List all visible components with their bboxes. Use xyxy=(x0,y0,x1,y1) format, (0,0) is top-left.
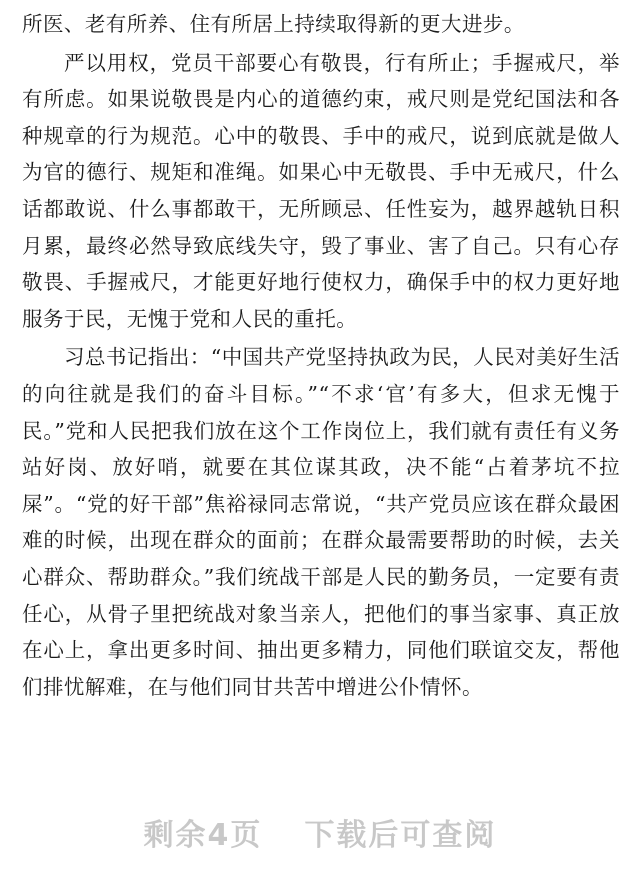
download-banner[interactable] xyxy=(0,808,640,856)
paragraph-use-power-strictly: 严以用权，党员干部要心有敬畏，行有所止；手握戒尺，举有所虑。如果说敬畏是内心的道德约束，戒尺则是党纪国法和各种规章的行为规范。心中的敬畏、手中的戒尺，说到底就是做人为官的德行、规矩和准绳。如果心中无敬畏、手中无戒尺，什么话都敢说、什么事都敢干，无所顾忌、任性妄为，越界越轨日积月累，最终必然导致底线失守，毁了事业、害了自己。只有心存敬畏、手握戒尺，才能更好地行使权力，确保手中的权力更好地服务于民，无愧于党和人民的重托。 xyxy=(22,50,620,331)
paragraph-continuation: 所医、老有所养、住有所居上持续取得新的更大进步。 xyxy=(22,12,525,36)
document-body xyxy=(22,6,620,705)
paragraph-serve-the-people: 习总书记指出：“中国共产党坚持执政为民，人民对美好生活的向往就是我们的奋斗目标。”“不求‘官’有多大，但求无愧于民。”党和人民把我们放在这个工作岗位上，我们就有责任有义务站好岗、放好哨，就要在其位谋其政，决不能“占着茅坑不拉屎”。“党的好干部”焦裕禄同志常说，“共产党员应该在群众最困难的时候，出现在群众的面前；在群众最需要帮助的时候，去关心群众、帮助群众。”我们统战干部是人民的勤务员，一定要有责任心，从骨子里把统战对象当亲人，把他们的事当家事、真正放在心上，拿出更多时间、抽出更多精力，同他们联谊交友，帮他们排忧解难，在与他们同甘共苦中增进公仆情怀。 xyxy=(22,345,620,699)
download-to-view-label: 下载后可查阅 xyxy=(304,818,497,853)
remaining-pages-label: 剩余4页 xyxy=(143,818,263,853)
